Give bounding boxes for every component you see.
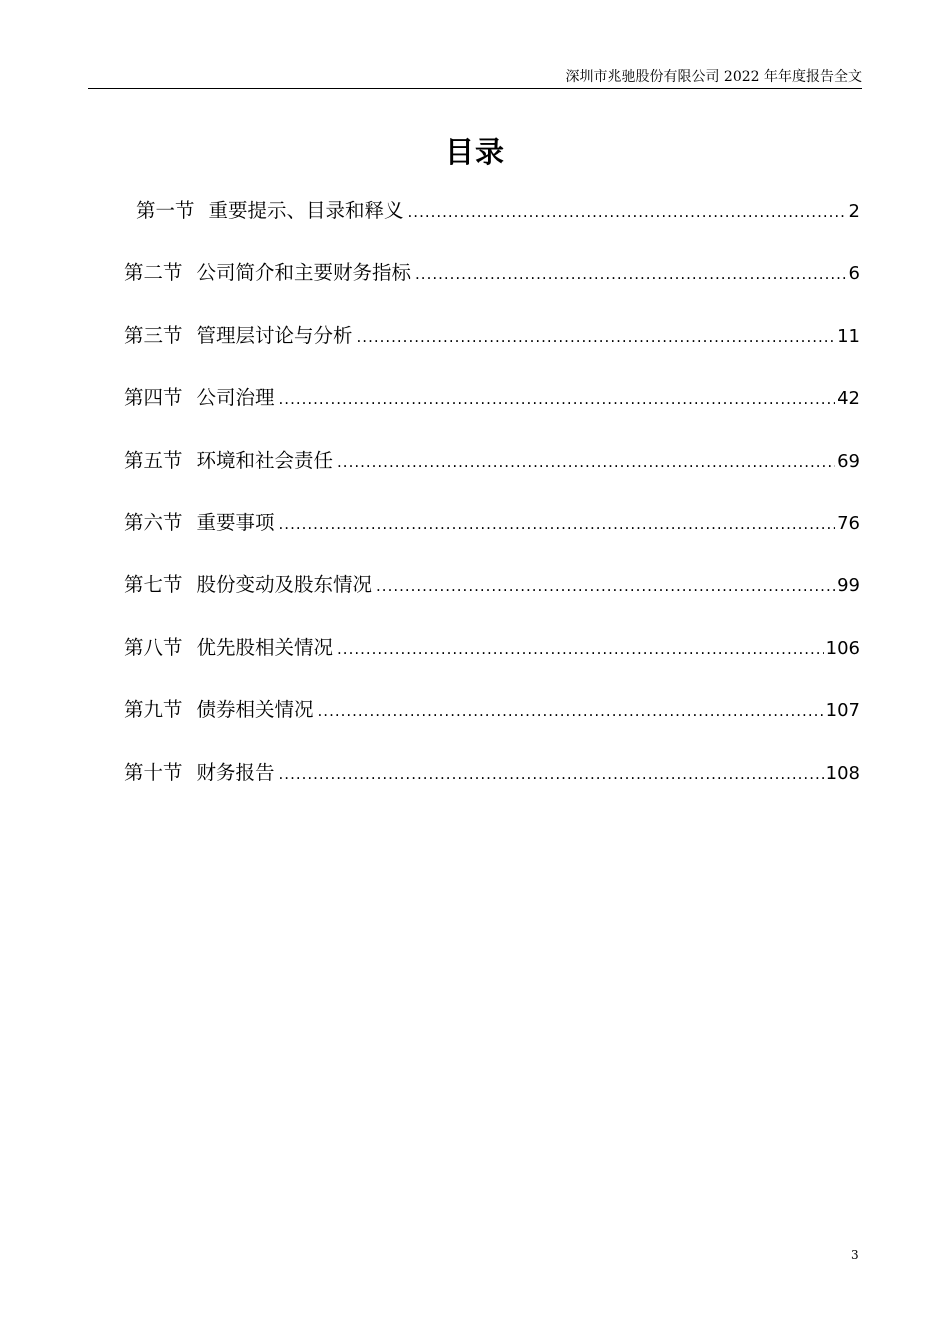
toc-entry-name: 重要提示、目录和释义 — [208, 199, 404, 222]
toc-entry-section: 第六节 — [124, 510, 183, 534]
toc-entry-page: 107 — [825, 700, 860, 722]
toc-entry[interactable] — [124, 755, 860, 817]
toc-entry-leader — [279, 381, 836, 417]
toc-entry-name: 优先股相关情况 — [196, 635, 334, 659]
toc-title: 目录 — [444, 135, 505, 169]
running-header-title: 深圳市兆驰股份有限公司 2022 年年度报告全文 — [565, 69, 862, 85]
toc-list — [124, 193, 860, 817]
toc-entry-leader — [279, 756, 824, 792]
toc-entry[interactable] — [124, 380, 860, 442]
toc-entry-leader — [279, 506, 836, 542]
toc-entry-page: 106 — [825, 637, 860, 659]
toc-entry[interactable] — [124, 505, 860, 567]
toc-entry[interactable] — [124, 630, 860, 692]
toc-entry-page: 42 — [837, 388, 860, 410]
toc-entry-section: 第二节 — [124, 261, 183, 285]
toc-entry-name: 环境和社会责任 — [196, 448, 334, 472]
toc-entry-leader — [337, 631, 824, 667]
toc-entry-page: 99 — [837, 575, 860, 597]
toc-entry-page: 6 — [848, 263, 860, 285]
toc-entry-section: 第四节 — [124, 386, 183, 410]
toc-entry-section: 第七节 — [124, 573, 183, 597]
toc-entry-section: 第五节 — [124, 448, 183, 472]
toc-entry-section: 第九节 — [124, 698, 183, 722]
toc-entry-leader — [415, 256, 847, 292]
toc-entry[interactable] — [124, 318, 860, 380]
toc-entry-section: 第三节 — [124, 323, 183, 347]
toc-entry-name: 债券相关情况 — [196, 698, 314, 722]
toc-entry[interactable] — [124, 443, 860, 505]
toc-entry-leader — [408, 194, 847, 230]
toc-entry-name: 管理层讨论与分析 — [196, 323, 353, 347]
toc-entry-name: 股份变动及股东情况 — [196, 573, 373, 597]
toc-entry-name: 财务报告 — [196, 760, 275, 784]
toc-entry-page: 69 — [837, 450, 860, 472]
toc-entry-name: 重要事项 — [196, 510, 275, 534]
toc-entry-page: 11 — [837, 325, 860, 347]
toc-entry[interactable] — [124, 193, 860, 255]
toc-entry-page: 2 — [848, 201, 860, 222]
toc-entry-name: 公司简介和主要财务指标 — [196, 261, 412, 285]
toc-entry-page: 76 — [837, 512, 860, 534]
toc-entry-leader — [376, 568, 835, 604]
toc-entry-leader — [337, 444, 835, 480]
toc-entry-section: 第十节 — [124, 760, 183, 784]
running-header — [88, 62, 862, 89]
toc-entry-section: 第一节 — [136, 199, 195, 222]
toc-entry-page: 108 — [825, 762, 860, 784]
toc-entry[interactable] — [124, 567, 860, 629]
toc-entry-section: 第八节 — [124, 635, 183, 659]
page-number: 3 — [851, 1248, 859, 1262]
toc-entry-leader — [357, 319, 836, 355]
toc-entry[interactable] — [124, 255, 860, 317]
toc-entry-name: 公司治理 — [196, 386, 275, 410]
toc-entry-leader — [318, 693, 824, 729]
toc-entry[interactable] — [124, 692, 860, 754]
